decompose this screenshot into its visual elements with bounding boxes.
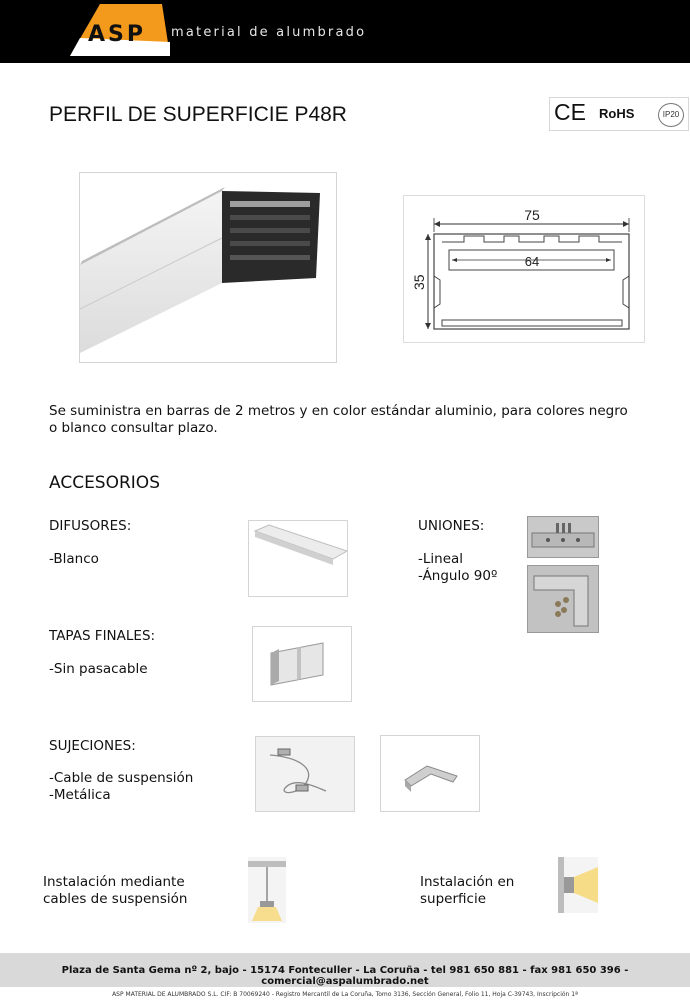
tagline: material de alumbrado (171, 25, 367, 40)
rohs-mark: RoHS (599, 106, 635, 121)
angle-joint-photo (527, 565, 599, 633)
technical-drawing (403, 195, 645, 343)
ip-rating-badge: IP20 (658, 103, 684, 127)
tapas-label: TAPAS FINALES: (49, 628, 156, 644)
footer-address: Plaza de Santa Gema nº 2, bajo - 15174 Fonteculler - La Coruña - tel 981 650 881 - fax 981 650 396 - comercial@aspalumbrado.net (61, 965, 629, 987)
diffuser-photo (248, 520, 348, 597)
product-photo (79, 172, 337, 363)
logo-text: ASP (88, 22, 146, 47)
install-surface-line1: Instalación en (420, 874, 515, 890)
footer-legal: ASP MATERIAL DE ALUMBRADO S.L. CIF: B 70069240 - Registro Mercantil de La Coruña, Tomo 3136, Sección General, Folio 11, Hoja C-39743, Inscripción 1ª (112, 991, 578, 998)
difusores-label: DIFUSORES: (49, 518, 132, 534)
suspension-cable-photo (255, 736, 355, 812)
uniones-label: UNIONES: (418, 518, 485, 534)
dimension-inner-width: 64 (524, 254, 540, 269)
page-title: PERFIL DE SUPERFICIE P48R (49, 103, 347, 126)
dimension-height: 35 (411, 274, 427, 290)
sujeciones-item-cable: -Cable de suspensión (49, 770, 194, 786)
difusores-item: -Blanco (49, 551, 99, 567)
sujeciones-label: SUJECIONES: (49, 738, 136, 754)
suspension-install-icon (248, 857, 286, 923)
product-description: Se suministra en barras de 2 metros y en color estándar aluminio, para colores negro o blanco consultar plazo. (49, 403, 628, 436)
surface-install-icon (558, 857, 598, 913)
uniones-item-lineal: -Lineal (418, 551, 464, 567)
install-suspension-line2: cables de suspensión (43, 891, 188, 907)
end-cap-photo (252, 626, 352, 702)
ce-mark: CE (554, 99, 586, 125)
dimension-width: 75 (524, 207, 540, 223)
sujeciones-item-metalica: -Metálica (49, 787, 111, 803)
metal-clip-photo (380, 735, 480, 812)
linear-joint-photo (527, 516, 599, 558)
accessories-heading: ACCESORIOS (49, 473, 160, 493)
uniones-item-angulo: -Ángulo 90º (418, 568, 498, 584)
tapas-item: -Sin pasacable (49, 661, 148, 677)
install-surface-line2: superficie (420, 891, 486, 907)
install-suspension-line1: Instalación mediante (43, 874, 185, 890)
